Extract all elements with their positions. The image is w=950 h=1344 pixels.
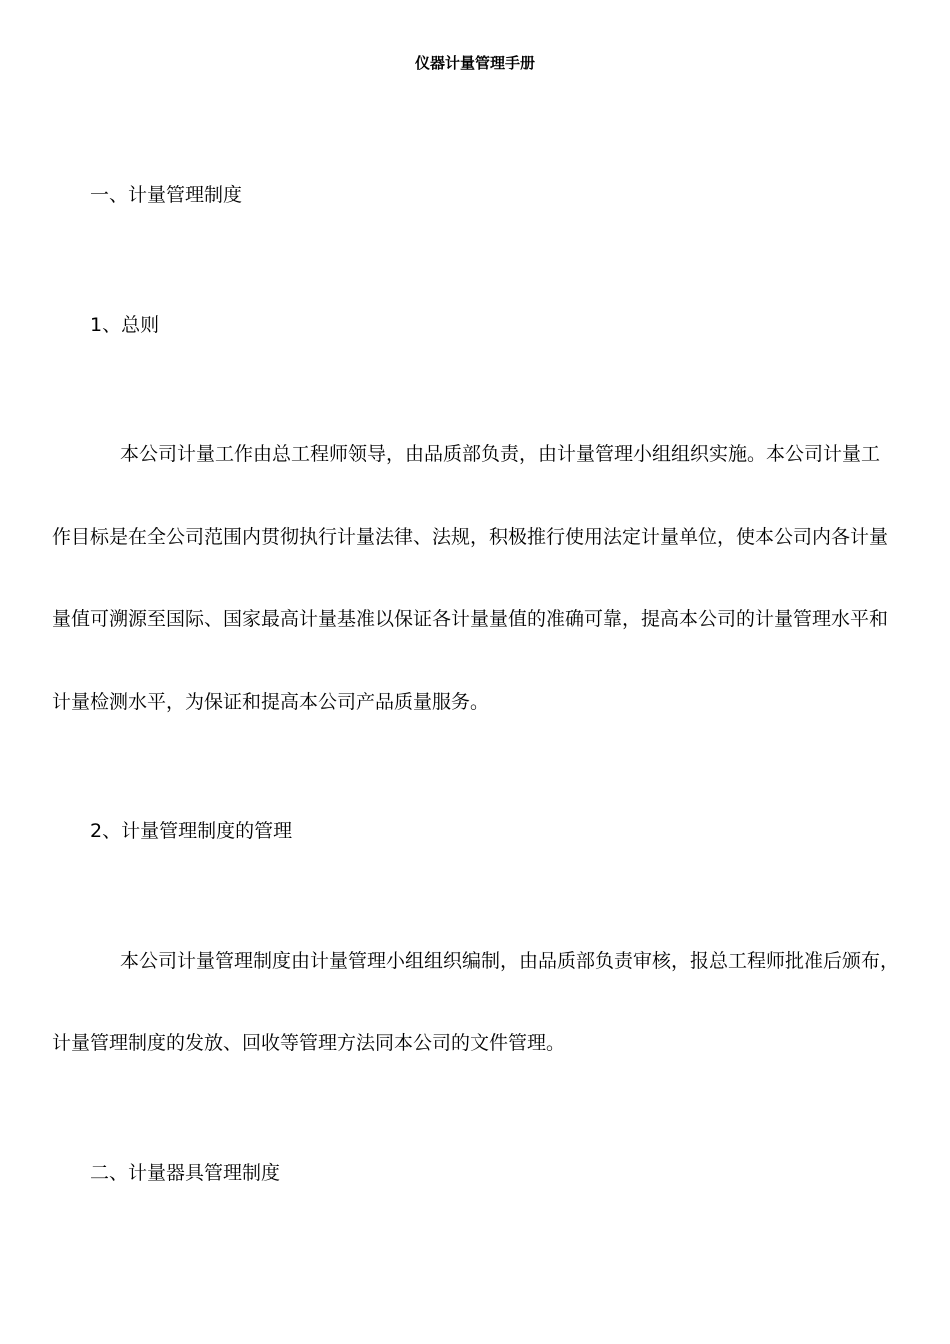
subsection-heading-general: 1、总则 bbox=[90, 314, 160, 336]
subsection-heading-system-management: 2、计量管理制度的管理 bbox=[90, 820, 293, 842]
paragraph-line: 量值可溯源至国际、国家最高计量基准以保证各计量量值的准确可靠，提高本公司的计量管理水平和 bbox=[52, 608, 889, 630]
paragraph-line: 计量检测水平，为保证和提高本公司产品质量服务。 bbox=[52, 691, 490, 713]
paragraph-line: 本公司计量工作由总工程师领导，由品质部负责，由计量管理小组组织实施。本公司计量工 bbox=[120, 443, 881, 465]
section-heading-2: 二、计量器具管理制度 bbox=[90, 1162, 281, 1184]
paragraph-line: 计量管理制度的发放、回收等管理方法同本公司的文件管理。 bbox=[52, 1032, 566, 1054]
paragraph-line: 本公司计量管理制度由计量管理小组组织编制，由品质部负责审核，报总工程师批准后颁布， bbox=[120, 950, 900, 972]
section-heading-1: 一、计量管理制度 bbox=[90, 184, 243, 206]
document-title: 仪器计量管理手册 bbox=[414, 54, 535, 72]
paragraph-line: 作目标是在全公司范围内贯彻执行计量法律、法规，积极推行使用法定计量单位，使本公司内各计量 bbox=[52, 526, 889, 548]
